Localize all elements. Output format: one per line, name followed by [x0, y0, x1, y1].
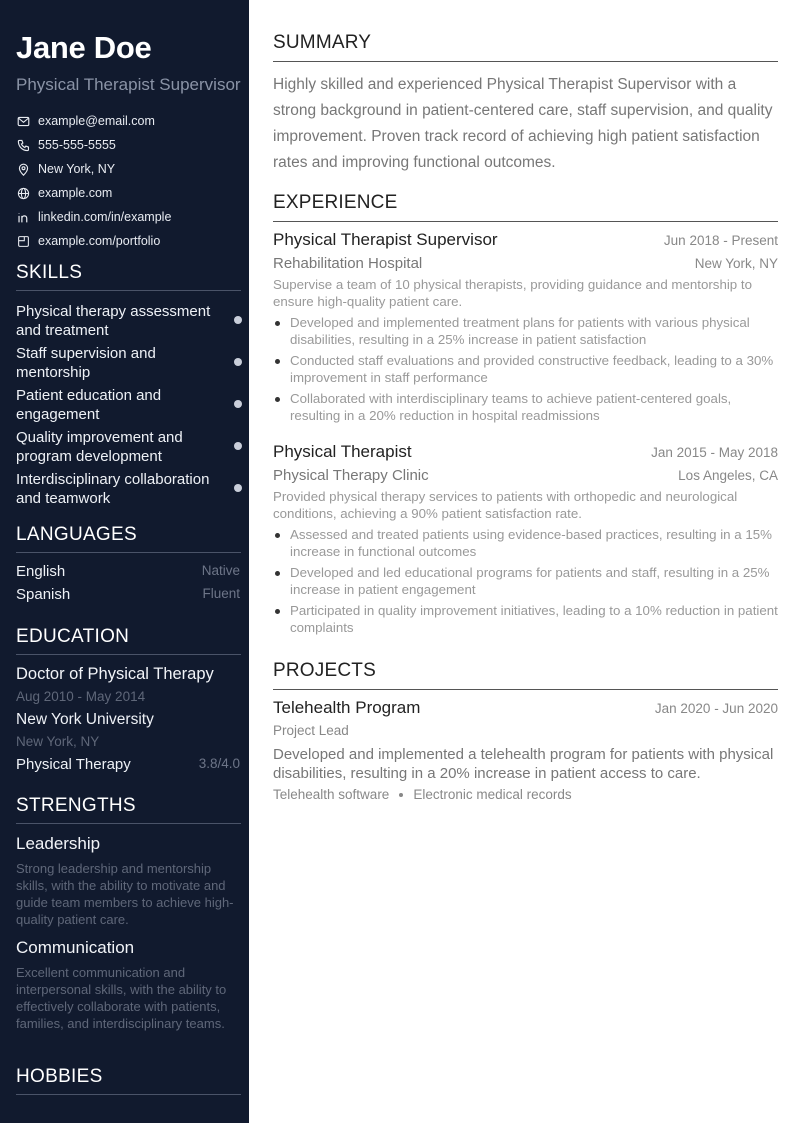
experience-entry	[273, 230, 778, 428]
candidate-name: Jane Doe	[16, 30, 152, 65]
education-dates: Aug 2010 - May 2014	[16, 689, 146, 704]
job-location: Los Angeles, CA	[678, 468, 778, 483]
globe-icon	[16, 186, 30, 200]
languages-list	[16, 563, 240, 609]
skill-level-dot	[234, 442, 242, 450]
languages-heading: LANGUAGES	[16, 524, 241, 553]
experience-heading: EXPERIENCE	[273, 192, 778, 222]
skill-item: Quality improvement and program development	[16, 428, 242, 470]
skills-heading: SKILLS	[16, 262, 241, 291]
skill-item: Interdisciplinary collaboration and teamwork	[16, 470, 242, 512]
contact-website[interactable]	[16, 181, 240, 205]
job-bullet: Collaborated with interdisciplinary teams to achieve patient-centered goals, resulting in a 20% reduction in hospital readmissions	[273, 390, 778, 424]
contact-location	[16, 157, 240, 181]
job-company: Rehabilitation Hospital	[273, 255, 423, 272]
contact-phone[interactable]	[16, 133, 240, 157]
strength-desc: Excellent communication and interpersonal skills, with the ability to effectively collaborate with patients, families, and interdisciplinary teams.	[16, 965, 227, 1031]
contact-website-text: example.com	[38, 186, 113, 200]
contact-linkedin[interactable]	[16, 205, 240, 229]
contact-portfolio[interactable]	[16, 229, 240, 253]
job-bullets	[273, 314, 778, 424]
education-school: New York University	[16, 711, 154, 728]
summary-heading: SUMMARY	[273, 32, 778, 62]
strengths-list	[16, 834, 242, 1042]
job-dates: Jun 2018 - Present	[663, 233, 778, 248]
strength-desc: Strong leadership and mentorship skills, with the ability to motivate and guide team members to achieve high-quality patient care.	[16, 861, 234, 927]
strength-item	[16, 938, 242, 1032]
job-bullet: Participated in quality improvement initiatives, leading to a 10% reduction in patient complaints	[273, 602, 778, 636]
project-keyword: Electronic medical records	[413, 787, 572, 802]
location-pin-icon	[16, 162, 30, 176]
portfolio-icon	[16, 234, 30, 248]
job-description: Supervise a team of 10 physical therapists, providing guidance and mentorship to ensure high-quality patient care.	[273, 277, 752, 309]
project-title: Telehealth Program	[273, 698, 421, 717]
job-bullet: Developed and led educational programs for patients and staff, resulting in a 25% increase in patient engagement	[273, 564, 778, 598]
skill-level-dot	[234, 316, 242, 324]
strength-title: Leadership	[16, 834, 101, 853]
education-gpa: 3.8/4.0	[198, 756, 240, 771]
skill-item: Patient education and engagement	[16, 386, 242, 428]
project-keywords	[273, 787, 778, 802]
skill-level-dot	[234, 484, 242, 492]
email-icon	[16, 114, 30, 128]
job-bullet: Conducted staff evaluations and provided constructive feedback, leading to a 30% improvement in staff performance	[273, 352, 778, 386]
education-field-row	[16, 756, 240, 773]
language-name: English	[16, 563, 66, 580]
contact-location-text: New York, NY	[38, 162, 116, 176]
job-title: Physical Therapist	[273, 442, 412, 461]
job-location: New York, NY	[694, 256, 778, 271]
project-entry	[273, 698, 778, 802]
phone-icon	[16, 138, 30, 152]
contact-email-text: example@email.com	[38, 114, 155, 128]
education-location: New York, NY	[16, 734, 100, 749]
job-bullet: Developed and implemented treatment plans for patients with various physical disabilities, resulting in a 25% increase in patient satisfaction	[273, 314, 778, 348]
job-description: Provided physical therapy services to patients with orthopedic and neurological conditions, achieving a 90% patient satisfaction rate.	[273, 489, 738, 521]
keyword-separator	[399, 793, 403, 797]
candidate-title: Physical Therapist Supervisor	[16, 75, 241, 94]
projects-heading: PROJECTS	[273, 660, 778, 690]
project-role: Project Lead	[273, 723, 349, 738]
education-heading: EDUCATION	[16, 626, 241, 655]
language-level: Fluent	[202, 586, 240, 601]
job-bullet: Assessed and treated patients using evidence-based practices, resulting in a 15% increase in functional outcomes	[273, 526, 778, 560]
contact-portfolio-text: example.com/portfolio	[38, 234, 161, 248]
job-dates: Jan 2015 - May 2018	[651, 445, 778, 460]
job-bullets	[273, 526, 778, 636]
strength-item	[16, 834, 242, 928]
hobbies-heading: HOBBIES	[16, 1066, 241, 1095]
skills-list	[16, 302, 242, 512]
contact-phone-text: 555-555-5555	[38, 138, 116, 152]
project-description: Developed and implemented a telehealth program for patients with physical disabilities, resulting in a 20% increase in patient access to care.	[273, 746, 774, 782]
summary-text: Highly skilled and experienced Physical Therapist Supervisor with a strong background in patient-centered care, staff supervision, and quality improvement. Proven track record of achieving high patient satisfaction rates and improving functional outcomes.	[273, 76, 773, 171]
education-degree: Doctor of Physical Therapy	[16, 665, 214, 683]
strengths-heading: STRENGTHS	[16, 795, 241, 824]
project-dates: Jan 2020 - Jun 2020	[654, 701, 778, 716]
language-name: Spanish	[16, 586, 71, 603]
skill-level-dot	[234, 358, 242, 366]
job-title: Physical Therapist Supervisor	[273, 230, 498, 249]
education-entry	[16, 665, 240, 773]
contact-linkedin-text: linkedin.com/in/example	[38, 210, 172, 224]
contact-email[interactable]	[16, 109, 240, 133]
strength-title: Communication	[16, 938, 135, 957]
experience-entry	[273, 442, 778, 640]
job-company: Physical Therapy Clinic	[273, 467, 429, 484]
linkedin-icon	[16, 210, 30, 224]
project-keyword: Telehealth software	[273, 787, 390, 802]
language-level: Native	[201, 563, 240, 578]
sidebar	[0, 0, 249, 1123]
skill-item: Staff supervision and mentorship	[16, 344, 242, 386]
language-item	[16, 586, 240, 609]
education-field: Physical Therapy	[16, 756, 131, 773]
skill-item: Physical therapy assessment and treatment	[16, 302, 242, 344]
contact-list	[16, 109, 240, 253]
language-item	[16, 563, 240, 586]
skill-level-dot	[234, 400, 242, 408]
